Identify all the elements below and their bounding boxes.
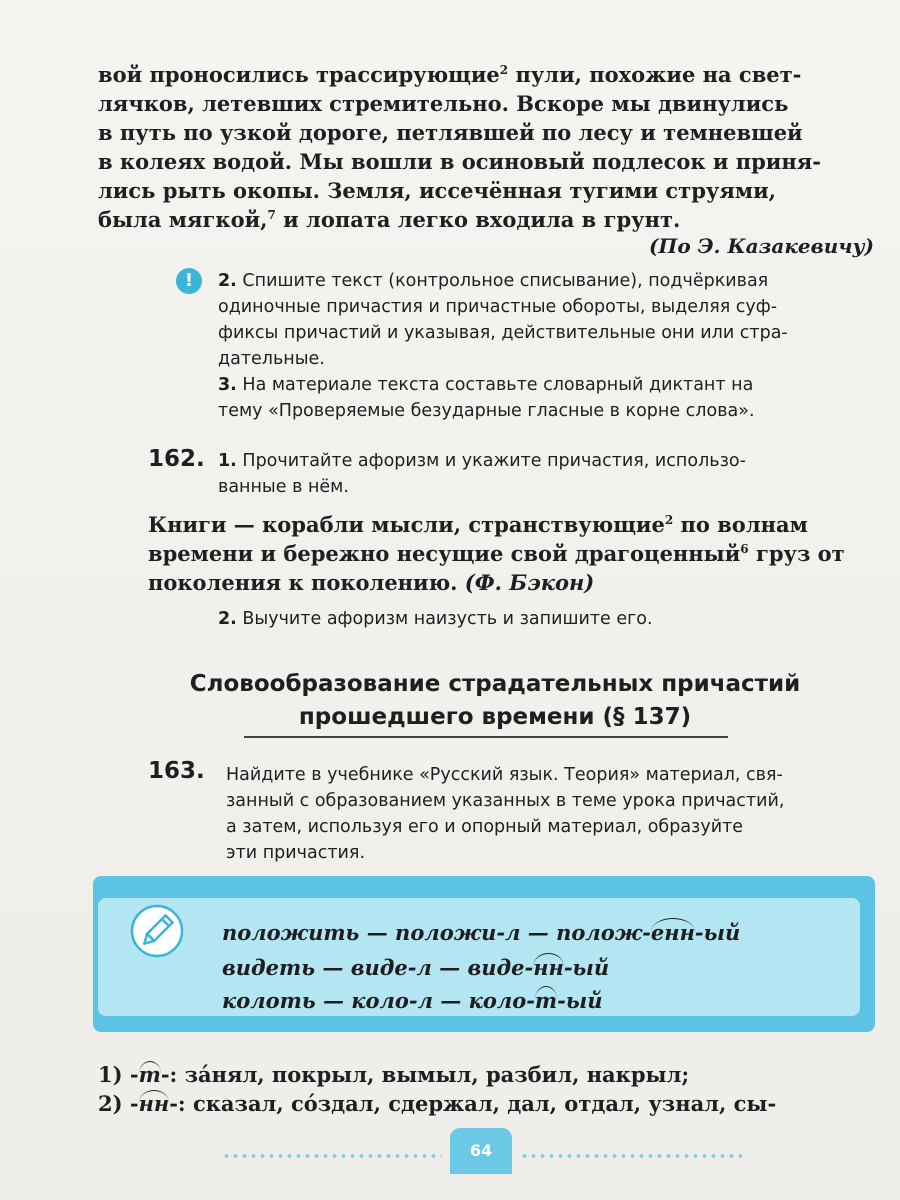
- text-passage: [98, 60, 876, 234]
- pencil-icon: [130, 904, 184, 958]
- section-heading: [100, 668, 890, 734]
- task-item-3: 3. На материале текста составьте словарный диктант на тему «Проверяемые безударные гласные в корне слова».: [218, 375, 755, 421]
- quote-line-3: поколения к поколению. (Ф. Бэкон): [148, 570, 595, 595]
- quote-line-1: Книги — корабли мысли, странствующие$^2$ по волнам: [148, 512, 808, 537]
- quote-line-2: времени и бережно несущие свой драгоценный$^6$ груз от: [148, 541, 845, 566]
- passage-source: (По Э. Казакевичу): [648, 234, 874, 258]
- task-item-2: 2. Спишите текст (контрольное списывание), подчёркивая одиночные причастия и причастные обороты, выделяя суф- фиксы причастий и указывая, действительные они или стра- дательные.: [218, 271, 788, 369]
- task-item-2-number: 2.: [218, 271, 237, 291]
- passage-line-5: лись рыть окопы. Земля, иссечённая тугими струями,: [98, 178, 776, 203]
- list-line-2: 2) -нн-: сказал, со́здал, сдержал, дал, отдал, узнал, сы-: [98, 1091, 777, 1116]
- alert-icon: !: [176, 268, 202, 294]
- suffix-arc: нн: [533, 955, 564, 980]
- footer-dots-right: [520, 1154, 742, 1158]
- heading-line-2: прошедшего времени (§ 137): [298, 704, 692, 730]
- page-number: 64: [450, 1128, 512, 1174]
- aphorism-quote: [148, 510, 876, 597]
- footer-dots-left: [222, 1154, 442, 1158]
- passage-line-1: вой проносились трассирующие$^2$ пули, похожие на свет-: [98, 62, 802, 87]
- passage-line-2: лячков, летевших стремительно. Вскоре мы двинулись: [98, 91, 789, 116]
- verb-list: [98, 1060, 876, 1118]
- passage-line-3: в путь по узкой дороге, петлявшей по лесу и темневшей: [98, 120, 803, 145]
- task-item-3-number: 3.: [218, 375, 237, 395]
- passage-line-6: была мягкой,$^7$ и лопата легко входила в грунт.: [98, 207, 681, 232]
- suffix-arc: енн: [650, 920, 695, 945]
- formula-row-3: колоть — коло-л — коло-т-ый: [222, 988, 603, 1013]
- heading-underline: [244, 736, 728, 738]
- ex163-text: Найдите в учебнике «Русский язык. Теория» материал, свя- занный с образованием указанных в теме урока причастий, а затем, используя его и опорный материал, образуйте эти причастия.: [226, 765, 785, 863]
- passage-line-4: в колеях водой. Мы вошли в осиновый подлесок и приня-: [98, 149, 821, 174]
- suffix-arc: т: [534, 988, 558, 1013]
- exercise-163-number: 163.: [148, 758, 205, 784]
- formula-row-2: видеть — виде-л — виде-нн-ый: [222, 955, 610, 980]
- list-line-1: 1) -т-: за́нял, покрыл, вымыл, разбил, накрыл;: [98, 1062, 690, 1087]
- exercise-162-number: 162.: [148, 446, 205, 472]
- ex162-item-1: 1. Прочитайте афоризм и укажите причастия, использо- ванные в нём.: [218, 451, 746, 497]
- heading-line-1: Словообразование страдательных причастий: [189, 671, 801, 697]
- formula-row-1: положить — положи-л — полож-енн-ый: [222, 920, 741, 945]
- ex162-item-2: 2. Выучите афоризм наизусть и запишите его.: [218, 609, 653, 629]
